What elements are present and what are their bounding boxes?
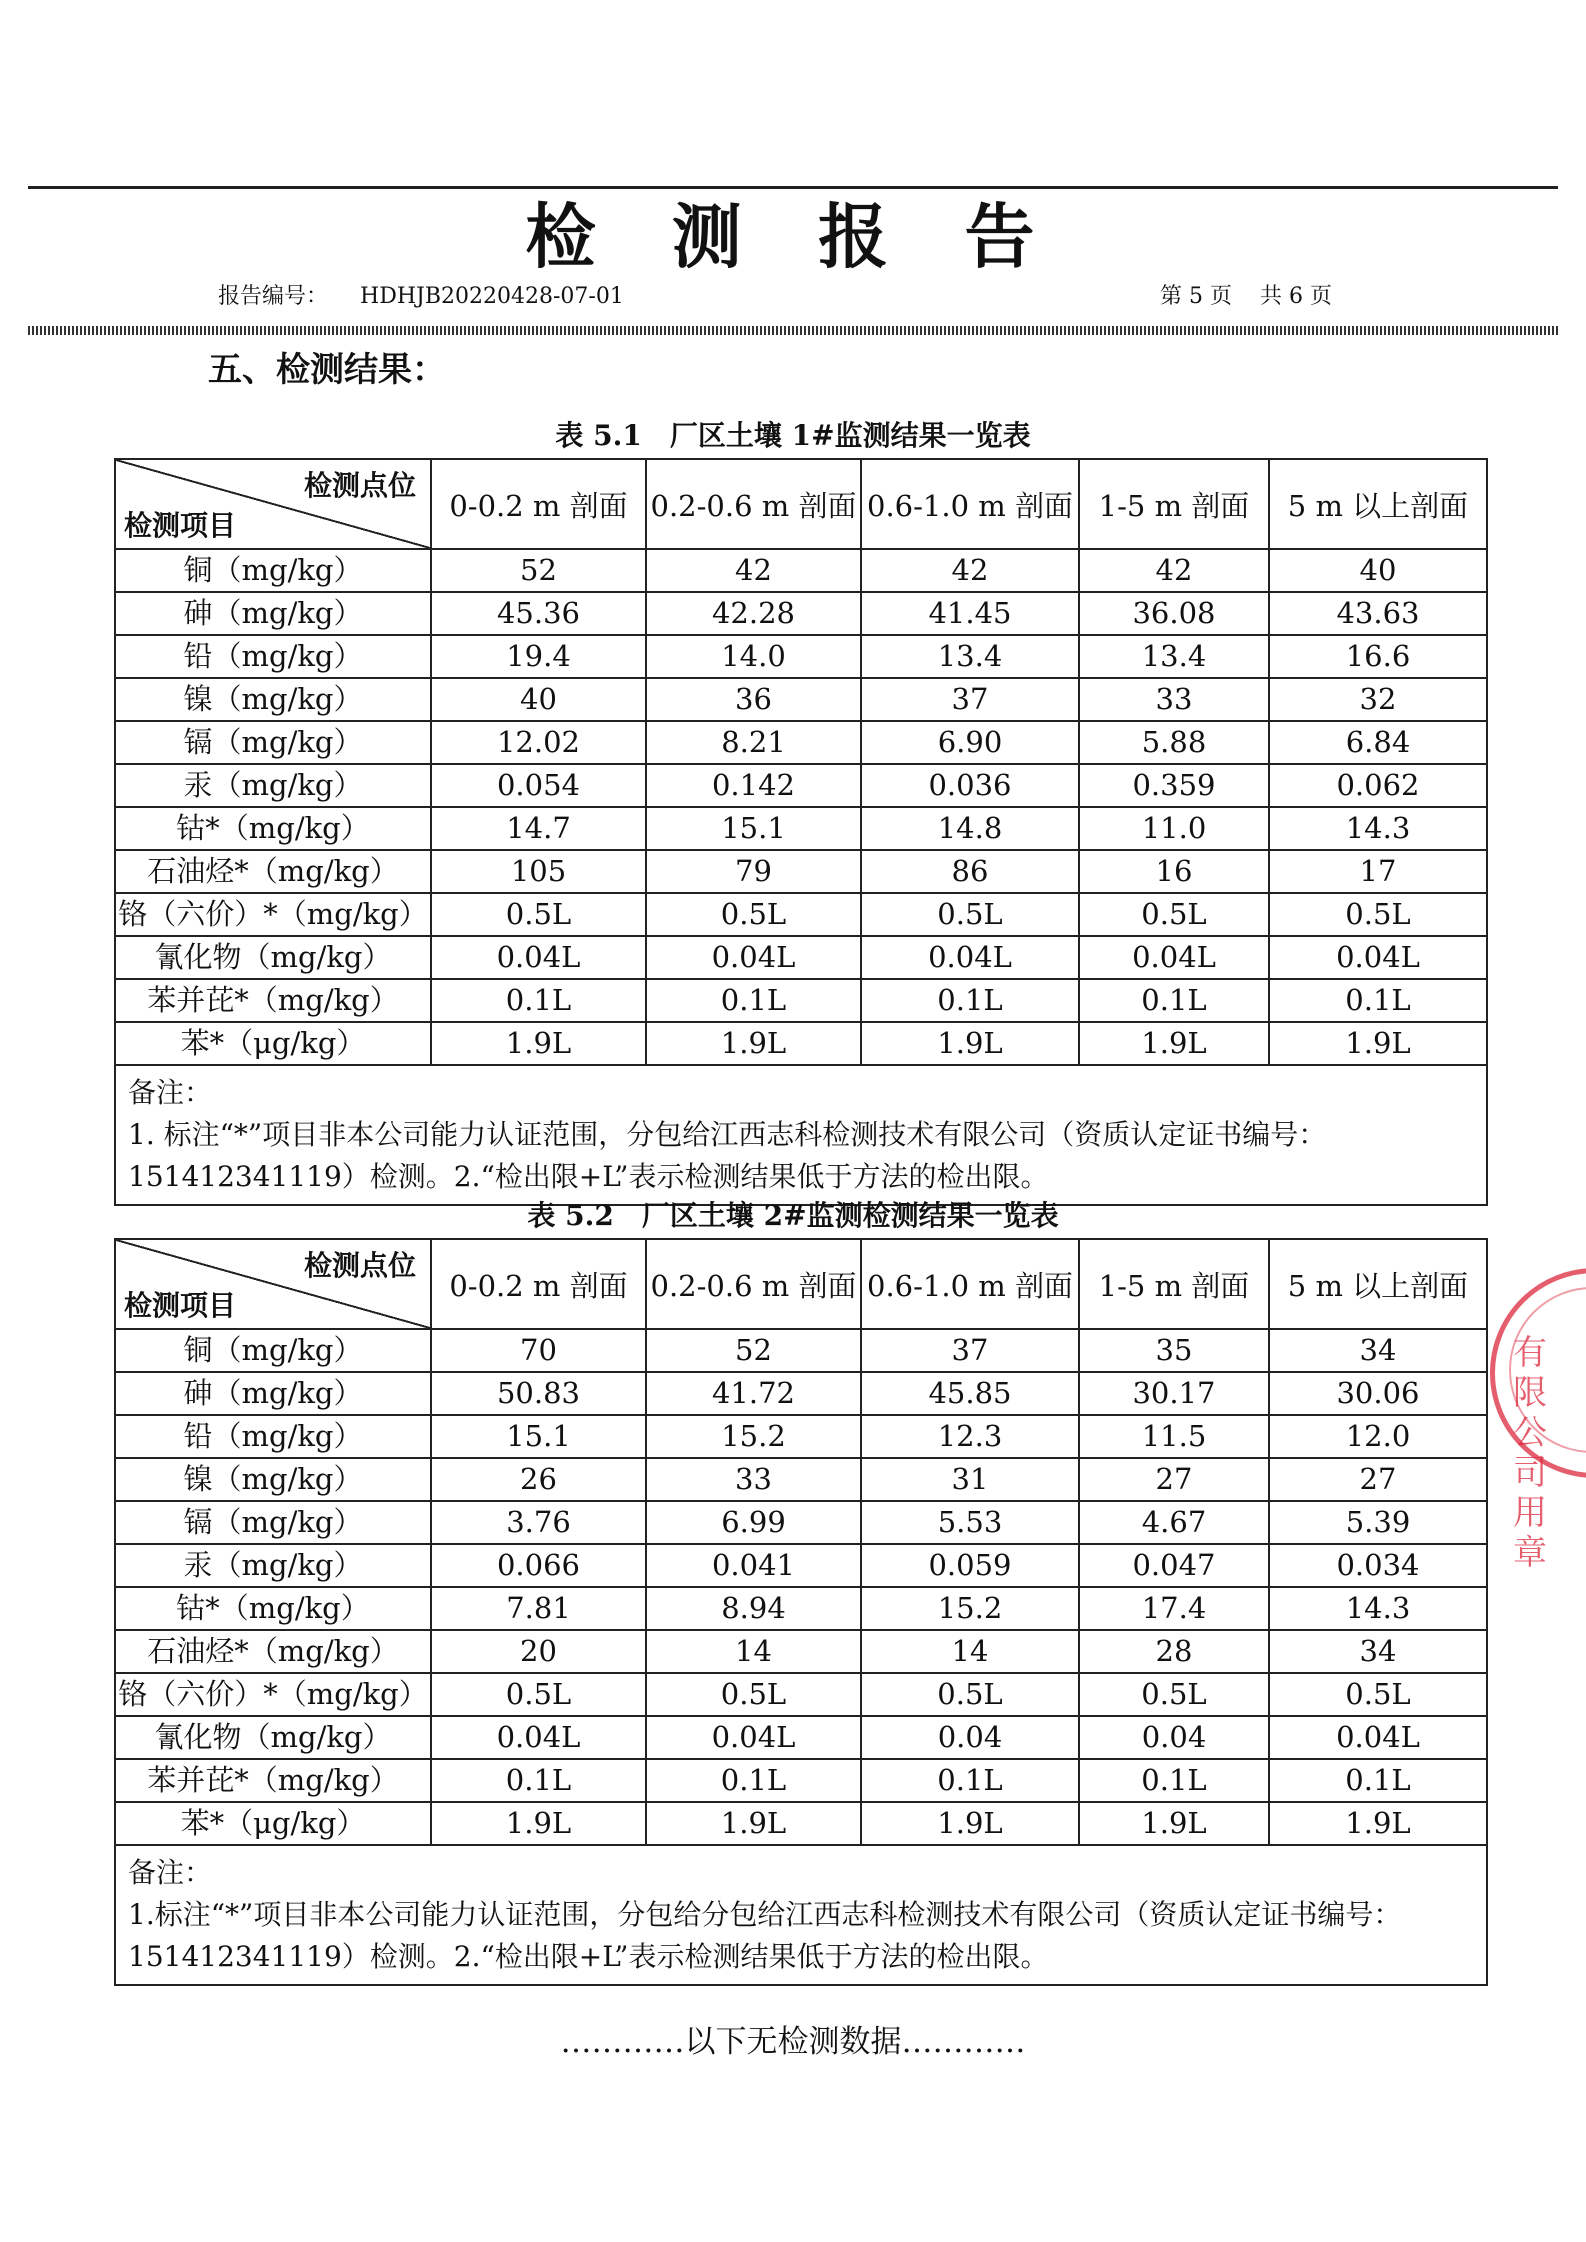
item-name-cell: 铅（mg/kg） bbox=[115, 1415, 431, 1458]
value-cell: 0.04 bbox=[1079, 1716, 1269, 1759]
value-cell: 16.6 bbox=[1269, 635, 1487, 678]
value-cell: 12.0 bbox=[1269, 1415, 1487, 1458]
value-cell: 14 bbox=[861, 1630, 1079, 1673]
value-cell: 1.9L bbox=[1079, 1022, 1269, 1065]
value-cell: 5.88 bbox=[1079, 721, 1269, 764]
value-cell: 0.1L bbox=[1269, 979, 1487, 1022]
value-cell: 70 bbox=[431, 1329, 646, 1372]
item-name-cell: 铬（六价）*（mg/kg） bbox=[115, 1673, 431, 1716]
item-name-cell: 铅（mg/kg） bbox=[115, 635, 431, 678]
table-row bbox=[115, 1716, 1487, 1759]
value-cell: 0.066 bbox=[431, 1544, 646, 1587]
value-cell: 40 bbox=[1269, 549, 1487, 592]
value-cell: 4.67 bbox=[1079, 1501, 1269, 1544]
value-cell: 5.39 bbox=[1269, 1501, 1487, 1544]
value-cell: 6.84 bbox=[1269, 721, 1487, 764]
table-row bbox=[115, 1415, 1487, 1458]
item-name-cell: 石油烃*（mg/kg） bbox=[115, 1630, 431, 1673]
table-row bbox=[115, 721, 1487, 764]
value-cell: 0.1L bbox=[1079, 1759, 1269, 1802]
table-caption: 表 5.2 厂区土壤 2#监测检测结果一览表 bbox=[527, 1199, 1059, 1232]
value-cell: 79 bbox=[646, 850, 861, 893]
value-cell: 0.5L bbox=[1269, 893, 1487, 936]
table-row bbox=[115, 592, 1487, 635]
value-cell: 42 bbox=[1079, 549, 1269, 592]
value-cell: 0.1L bbox=[431, 1759, 646, 1802]
value-cell: 0.04L bbox=[1079, 936, 1269, 979]
table-row bbox=[115, 1630, 1487, 1673]
item-name-cell: 氰化物（mg/kg） bbox=[115, 1716, 431, 1759]
value-cell: 0.5L bbox=[1269, 1673, 1487, 1716]
value-cell: 36 bbox=[646, 678, 861, 721]
value-cell: 15.1 bbox=[646, 807, 861, 850]
value-cell: 19.4 bbox=[431, 635, 646, 678]
value-cell: 1.9L bbox=[1269, 1022, 1487, 1065]
value-cell: 13.4 bbox=[1079, 635, 1269, 678]
value-cell: 0.047 bbox=[1079, 1544, 1269, 1587]
results-table-2 bbox=[114, 1238, 1486, 1986]
company-seal-stamp bbox=[1490, 1268, 1586, 1573]
value-cell: 0.04L bbox=[1269, 936, 1487, 979]
column-header: 1-5 m 剖面 bbox=[1079, 1239, 1269, 1329]
value-cell: 5.53 bbox=[861, 1501, 1079, 1544]
table-row bbox=[115, 764, 1487, 807]
table-row bbox=[115, 850, 1487, 893]
table-row bbox=[115, 549, 1487, 592]
value-cell: 15.1 bbox=[431, 1415, 646, 1458]
corner-header-cell bbox=[115, 459, 431, 549]
column-header: 1-5 m 剖面 bbox=[1079, 459, 1269, 549]
value-cell: 11.0 bbox=[1079, 807, 1269, 850]
value-cell: 0.1L bbox=[861, 1759, 1079, 1802]
report-number-label: 报告编号： bbox=[218, 284, 329, 309]
notes-row bbox=[115, 1845, 1487, 1985]
value-cell: 14.3 bbox=[1269, 807, 1487, 850]
value-cell: 0.04L bbox=[431, 936, 646, 979]
value-cell: 0.036 bbox=[861, 764, 1079, 807]
item-name-cell: 钴*（mg/kg） bbox=[115, 1587, 431, 1630]
corner-header-cell bbox=[115, 1239, 431, 1329]
item-name-cell: 苯并芘*（mg/kg） bbox=[115, 979, 431, 1022]
value-cell: 42 bbox=[861, 549, 1079, 592]
item-name-cell: 镉（mg/kg） bbox=[115, 1501, 431, 1544]
table-row bbox=[115, 1501, 1487, 1544]
item-name-cell: 砷（mg/kg） bbox=[115, 1372, 431, 1415]
corner-label-item: 检测项目 bbox=[124, 1289, 237, 1322]
table-row bbox=[115, 1544, 1487, 1587]
table-row bbox=[115, 1802, 1487, 1845]
value-cell: 1.9L bbox=[1079, 1802, 1269, 1845]
data-table bbox=[114, 458, 1488, 1206]
value-cell: 45.36 bbox=[431, 592, 646, 635]
value-cell: 52 bbox=[646, 1329, 861, 1372]
value-cell: 14 bbox=[646, 1630, 861, 1673]
value-cell: 0.142 bbox=[646, 764, 861, 807]
table-header-row bbox=[115, 1239, 1487, 1329]
notes-text: 1.标注“*”项目非本公司能力认证范围，分包给分包给江西志科检测技术有限公司（资质认定证书编号：151412341119）检测。2.“检出限+L”表示检测结果低于方法的检出限。 bbox=[128, 1898, 1402, 1973]
value-cell: 0.04L bbox=[646, 936, 861, 979]
value-cell: 0.034 bbox=[1269, 1544, 1487, 1587]
value-cell: 20 bbox=[431, 1630, 646, 1673]
notes-label: 备注： bbox=[128, 1856, 213, 1889]
value-cell: 86 bbox=[861, 850, 1079, 893]
value-cell: 17.4 bbox=[1079, 1587, 1269, 1630]
value-cell: 11.5 bbox=[1079, 1415, 1269, 1458]
table-row bbox=[115, 678, 1487, 721]
section-heading: 五、检测结果： bbox=[208, 350, 446, 390]
value-cell: 12.3 bbox=[861, 1415, 1079, 1458]
value-cell: 0.5L bbox=[1079, 893, 1269, 936]
table-row bbox=[115, 1329, 1487, 1372]
value-cell: 0.5L bbox=[646, 893, 861, 936]
corner-label-location: 检测点位 bbox=[303, 469, 416, 502]
value-cell: 6.90 bbox=[861, 721, 1079, 764]
value-cell: 36.08 bbox=[1079, 592, 1269, 635]
value-cell: 105 bbox=[431, 850, 646, 893]
value-cell: 0.5L bbox=[646, 1673, 861, 1716]
item-name-cell: 镉（mg/kg） bbox=[115, 721, 431, 764]
value-cell: 0.04L bbox=[646, 1716, 861, 1759]
value-cell: 52 bbox=[431, 549, 646, 592]
value-cell: 0.359 bbox=[1079, 764, 1269, 807]
value-cell: 8.21 bbox=[646, 721, 861, 764]
column-header: 0.6-1.0 m 剖面 bbox=[861, 459, 1079, 549]
value-cell: 0.1L bbox=[431, 979, 646, 1022]
table-row bbox=[115, 893, 1487, 936]
value-cell: 33 bbox=[646, 1458, 861, 1501]
value-cell: 0.04L bbox=[431, 1716, 646, 1759]
item-name-cell: 钴*（mg/kg） bbox=[115, 807, 431, 850]
item-name-cell: 苯*（μg/kg） bbox=[115, 1802, 431, 1845]
notes-label: 备注： bbox=[128, 1076, 213, 1109]
value-cell: 14.0 bbox=[646, 635, 861, 678]
table-row bbox=[115, 807, 1487, 850]
value-cell: 1.9L bbox=[646, 1022, 861, 1065]
value-cell: 0.054 bbox=[431, 764, 646, 807]
page-total: 共 6 页 bbox=[1259, 284, 1332, 309]
value-cell: 0.041 bbox=[646, 1544, 861, 1587]
header-top-rule bbox=[28, 186, 1558, 189]
value-cell: 34 bbox=[1269, 1329, 1487, 1372]
value-cell: 42 bbox=[646, 549, 861, 592]
value-cell: 14.8 bbox=[861, 807, 1079, 850]
table-row bbox=[115, 1673, 1487, 1716]
results-table-1 bbox=[114, 458, 1486, 1206]
item-name-cell: 石油烃*（mg/kg） bbox=[115, 850, 431, 893]
table-row bbox=[115, 1587, 1487, 1630]
column-header: 0.2-0.6 m 剖面 bbox=[646, 1239, 861, 1329]
item-name-cell: 苯并芘*（mg/kg） bbox=[115, 1759, 431, 1802]
column-header: 0.2-0.6 m 剖面 bbox=[646, 459, 861, 549]
value-cell: 0.5L bbox=[431, 893, 646, 936]
report-number-value: HDHJB20220428-07-01 bbox=[360, 284, 624, 309]
table-row bbox=[115, 1022, 1487, 1065]
corner-label-item: 检测项目 bbox=[124, 509, 237, 542]
page-current: 第 5 页 bbox=[1160, 284, 1232, 309]
notes-text: 1. 标注“*”项目非本公司能力认证范围，分包给江西志科检测技术有限公司（资质认定证书编号：151412341119）检测。2.“检出限+L”表示检测结果低于方法的检出限。 bbox=[128, 1118, 1327, 1193]
value-cell: 1.9L bbox=[431, 1022, 646, 1065]
value-cell: 12.02 bbox=[431, 721, 646, 764]
value-cell: 0.059 bbox=[861, 1544, 1079, 1587]
value-cell: 0.1L bbox=[1079, 979, 1269, 1022]
value-cell: 0.04L bbox=[1269, 1716, 1487, 1759]
value-cell: 0.5L bbox=[861, 1673, 1079, 1716]
column-header: 5 m 以上剖面 bbox=[1269, 459, 1487, 549]
value-cell: 15.2 bbox=[646, 1415, 861, 1458]
value-cell: 0.04 bbox=[861, 1716, 1079, 1759]
notes-cell bbox=[115, 1845, 1487, 1985]
item-name-cell: 砷（mg/kg） bbox=[115, 592, 431, 635]
value-cell: 37 bbox=[861, 1329, 1079, 1372]
value-cell: 0.1L bbox=[861, 979, 1079, 1022]
value-cell: 41.72 bbox=[646, 1372, 861, 1415]
value-cell: 45.85 bbox=[861, 1372, 1079, 1415]
value-cell: 0.5L bbox=[1079, 1673, 1269, 1716]
header-hatched-rule bbox=[28, 326, 1558, 335]
value-cell: 6.99 bbox=[646, 1501, 861, 1544]
table-row bbox=[115, 979, 1487, 1022]
value-cell: 35 bbox=[1079, 1329, 1269, 1372]
value-cell: 7.81 bbox=[431, 1587, 646, 1630]
value-cell: 1.9L bbox=[431, 1802, 646, 1845]
item-name-cell: 汞（mg/kg） bbox=[115, 1544, 431, 1587]
document-title: 检 测 报 告 bbox=[525, 196, 1061, 278]
table-row bbox=[115, 936, 1487, 979]
item-name-cell: 铬（六价）*（mg/kg） bbox=[115, 893, 431, 936]
value-cell: 3.76 bbox=[431, 1501, 646, 1544]
value-cell: 0.062 bbox=[1269, 764, 1487, 807]
value-cell: 43.63 bbox=[1269, 592, 1487, 635]
value-cell: 0.1L bbox=[646, 979, 861, 1022]
item-name-cell: 苯*（μg/kg） bbox=[115, 1022, 431, 1065]
value-cell: 14.3 bbox=[1269, 1587, 1487, 1630]
item-name-cell: 镍（mg/kg） bbox=[115, 678, 431, 721]
item-name-cell: 汞（mg/kg） bbox=[115, 764, 431, 807]
value-cell: 30.17 bbox=[1079, 1372, 1269, 1415]
value-cell: 0.1L bbox=[1269, 1759, 1487, 1802]
value-cell: 17 bbox=[1269, 850, 1487, 893]
value-cell: 40 bbox=[431, 678, 646, 721]
value-cell: 28 bbox=[1079, 1630, 1269, 1673]
seal-lettering: 有限公司用章 bbox=[1513, 1333, 1547, 1573]
table-row bbox=[115, 635, 1487, 678]
value-cell: 0.5L bbox=[431, 1673, 646, 1716]
column-header: 0.6-1.0 m 剖面 bbox=[861, 1239, 1079, 1329]
end-of-data-line: …………以下无检测数据………… bbox=[560, 2024, 1026, 2060]
value-cell: 27 bbox=[1269, 1458, 1487, 1501]
notes-row bbox=[115, 1065, 1487, 1205]
notes-cell bbox=[115, 1065, 1487, 1205]
table-row bbox=[115, 1759, 1487, 1802]
value-cell: 1.9L bbox=[861, 1022, 1079, 1065]
item-name-cell: 氰化物（mg/kg） bbox=[115, 936, 431, 979]
table-caption: 表 5.1 厂区土壤 1#监测结果一览表 bbox=[555, 419, 1031, 452]
table-row bbox=[115, 1372, 1487, 1415]
column-header: 0-0.2 m 剖面 bbox=[431, 1239, 646, 1329]
value-cell: 30.06 bbox=[1269, 1372, 1487, 1415]
item-name-cell: 镍（mg/kg） bbox=[115, 1458, 431, 1501]
value-cell: 0.5L bbox=[861, 893, 1079, 936]
value-cell: 27 bbox=[1079, 1458, 1269, 1501]
value-cell: 1.9L bbox=[861, 1802, 1079, 1845]
corner-label-location: 检测点位 bbox=[303, 1249, 416, 1282]
value-cell: 8.94 bbox=[646, 1587, 861, 1630]
value-cell: 0.1L bbox=[646, 1759, 861, 1802]
value-cell: 0.04L bbox=[861, 936, 1079, 979]
value-cell: 37 bbox=[861, 678, 1079, 721]
value-cell: 26 bbox=[431, 1458, 646, 1501]
value-cell: 31 bbox=[861, 1458, 1079, 1501]
value-cell: 16 bbox=[1079, 850, 1269, 893]
column-header: 5 m 以上剖面 bbox=[1269, 1239, 1487, 1329]
item-name-cell: 铜（mg/kg） bbox=[115, 1329, 431, 1372]
value-cell: 50.83 bbox=[431, 1372, 646, 1415]
value-cell: 32 bbox=[1269, 678, 1487, 721]
report-number bbox=[218, 282, 624, 312]
item-name-cell: 铜（mg/kg） bbox=[115, 549, 431, 592]
value-cell: 15.2 bbox=[861, 1587, 1079, 1630]
value-cell: 34 bbox=[1269, 1630, 1487, 1673]
value-cell: 1.9L bbox=[646, 1802, 861, 1845]
value-cell: 1.9L bbox=[1269, 1802, 1487, 1845]
value-cell: 41.45 bbox=[861, 592, 1079, 635]
data-table bbox=[114, 1238, 1488, 1986]
table-row bbox=[115, 1458, 1487, 1501]
page-info bbox=[1160, 282, 1332, 312]
column-header: 0-0.2 m 剖面 bbox=[431, 459, 646, 549]
table-header-row bbox=[115, 459, 1487, 549]
value-cell: 33 bbox=[1079, 678, 1269, 721]
value-cell: 42.28 bbox=[646, 592, 861, 635]
value-cell: 14.7 bbox=[431, 807, 646, 850]
value-cell: 13.4 bbox=[861, 635, 1079, 678]
